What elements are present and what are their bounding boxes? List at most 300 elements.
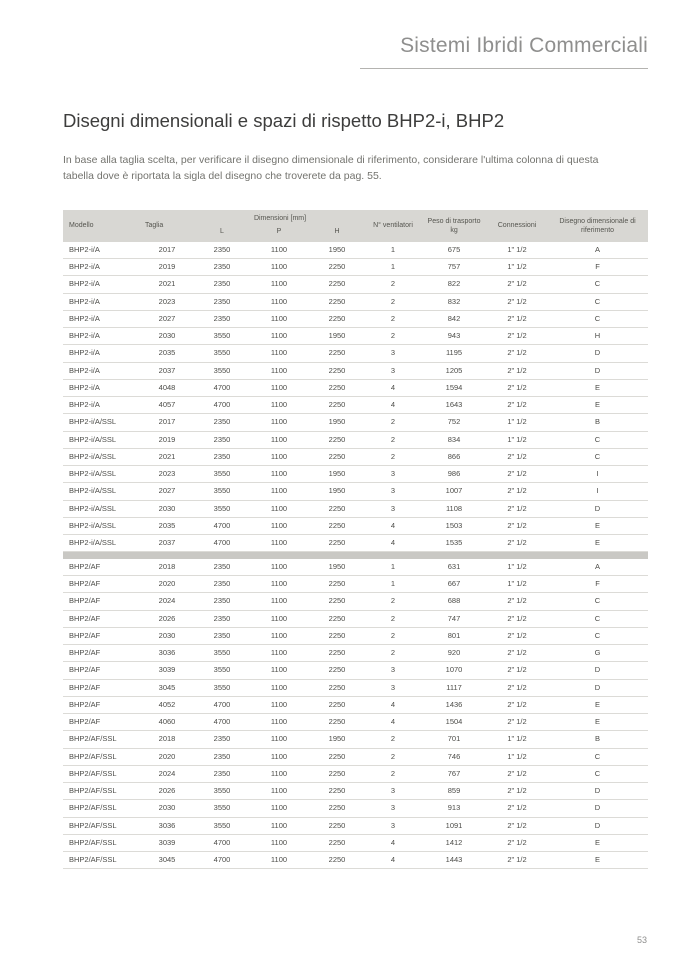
cell-taglia: 2020: [139, 576, 195, 593]
cell-p: 1100: [249, 259, 309, 276]
cell-l: 2350: [195, 448, 249, 465]
cell-connessioni: 2" 1/2: [487, 397, 547, 414]
cell-taglia: 2024: [139, 765, 195, 782]
cell-l: 4700: [195, 834, 249, 851]
cell-p: 1100: [249, 500, 309, 517]
cell-ventilatori: 4: [365, 852, 421, 869]
header-disegno: Disegno dimensionale di riferimento: [547, 210, 648, 242]
cell-disegno: D: [547, 362, 648, 379]
table-row: [63, 242, 648, 259]
cell-taglia: 2019: [139, 431, 195, 448]
cell-modello: BHP2-i/A/SSL: [63, 500, 139, 517]
cell-h: 2250: [309, 783, 365, 800]
cell-ventilatori: 2: [365, 627, 421, 644]
header-taglia: Taglia: [139, 210, 195, 242]
cell-taglia: 2030: [139, 800, 195, 817]
cell-peso: 822: [421, 276, 487, 293]
table-row: [63, 328, 648, 345]
table-row: [63, 397, 648, 414]
cell-p: 1100: [249, 817, 309, 834]
cell-ventilatori: 3: [365, 500, 421, 517]
cell-ventilatori: 2: [365, 731, 421, 748]
cell-disegno: C: [547, 627, 648, 644]
cell-ventilatori: 2: [365, 645, 421, 662]
cell-disegno: H: [547, 328, 648, 345]
cell-peso: 631: [421, 559, 487, 576]
cell-h: 1950: [309, 414, 365, 431]
table-row: [63, 448, 648, 465]
cell-taglia: 2026: [139, 610, 195, 627]
cell-ventilatori: 2: [365, 328, 421, 345]
cell-ventilatori: 4: [365, 379, 421, 396]
cell-ventilatori: 2: [365, 293, 421, 310]
cell-h: 1950: [309, 466, 365, 483]
cell-p: 1100: [249, 535, 309, 552]
table-row: [63, 645, 648, 662]
cell-ventilatori: 3: [365, 800, 421, 817]
cell-taglia: 2037: [139, 362, 195, 379]
cell-h: 2250: [309, 748, 365, 765]
table-row: [63, 535, 648, 552]
header-dimensioni: Dimensioni [mm]: [195, 210, 365, 227]
cell-connessioni: 1" 1/2: [487, 414, 547, 431]
cell-connessioni: 1" 1/2: [487, 748, 547, 765]
cell-peso: 1070: [421, 662, 487, 679]
table-row: [63, 259, 648, 276]
table-row: [63, 559, 648, 576]
cell-connessioni: 2" 1/2: [487, 765, 547, 782]
cell-p: 1100: [249, 765, 309, 782]
cell-ventilatori: 3: [365, 679, 421, 696]
cell-peso: 752: [421, 414, 487, 431]
cell-peso: 1643: [421, 397, 487, 414]
cell-h: 2250: [309, 679, 365, 696]
cell-modello: BHP2-i/A/SSL: [63, 535, 139, 552]
table-row: [63, 748, 648, 765]
cell-disegno: E: [547, 852, 648, 869]
cell-peso: 667: [421, 576, 487, 593]
cell-modello: BHP2/AF/SSL: [63, 748, 139, 765]
cell-h: 2250: [309, 852, 365, 869]
cell-peso: 1117: [421, 679, 487, 696]
cell-l: 3550: [195, 362, 249, 379]
cell-p: 1100: [249, 731, 309, 748]
cell-l: 2350: [195, 731, 249, 748]
table-row: [63, 466, 648, 483]
cell-modello: BHP2/AF: [63, 714, 139, 731]
cell-connessioni: 2" 1/2: [487, 276, 547, 293]
cell-connessioni: 2" 1/2: [487, 696, 547, 713]
cell-taglia: 2030: [139, 328, 195, 345]
cell-l: 2350: [195, 414, 249, 431]
cell-modello: BHP2/AF: [63, 559, 139, 576]
cell-modello: BHP2-i/A/SSL: [63, 431, 139, 448]
cell-p: 1100: [249, 576, 309, 593]
cell-disegno: E: [547, 397, 648, 414]
cell-connessioni: 2" 1/2: [487, 610, 547, 627]
cell-h: 2250: [309, 259, 365, 276]
cell-h: 2250: [309, 310, 365, 327]
table-row: [63, 276, 648, 293]
cell-peso: 842: [421, 310, 487, 327]
cell-connessioni: 1" 1/2: [487, 431, 547, 448]
cell-l: 3550: [195, 345, 249, 362]
cell-peso: 920: [421, 645, 487, 662]
cell-l: 3550: [195, 800, 249, 817]
cell-taglia: 2018: [139, 731, 195, 748]
cell-h: 2250: [309, 535, 365, 552]
header-connessioni: Connessioni: [487, 210, 547, 242]
page-number: 53: [636, 935, 647, 945]
cell-disegno: B: [547, 731, 648, 748]
cell-ventilatori: 2: [365, 448, 421, 465]
cell-p: 1100: [249, 345, 309, 362]
cell-modello: BHP2/AF: [63, 679, 139, 696]
cell-l: 3550: [195, 679, 249, 696]
cell-p: 1100: [249, 800, 309, 817]
cell-h: 2250: [309, 293, 365, 310]
cell-l: 4700: [195, 379, 249, 396]
cell-p: 1100: [249, 834, 309, 851]
table-row: [63, 610, 648, 627]
cell-p: 1100: [249, 559, 309, 576]
cell-h: 1950: [309, 328, 365, 345]
cell-disegno: D: [547, 800, 648, 817]
cell-ventilatori: 2: [365, 610, 421, 627]
cell-taglia: 2019: [139, 259, 195, 276]
cell-taglia: 3039: [139, 662, 195, 679]
cell-modello: BHP2/AF/SSL: [63, 783, 139, 800]
cell-ventilatori: 4: [365, 517, 421, 534]
cell-peso: 1412: [421, 834, 487, 851]
table-row: [63, 696, 648, 713]
cell-connessioni: 2" 1/2: [487, 310, 547, 327]
header-peso: Peso di trasporto kg: [421, 210, 487, 242]
cell-l: 2350: [195, 293, 249, 310]
cell-ventilatori: 2: [365, 431, 421, 448]
cell-disegno: C: [547, 310, 648, 327]
cell-taglia: 4057: [139, 397, 195, 414]
cell-connessioni: 2" 1/2: [487, 593, 547, 610]
cell-l: 4700: [195, 714, 249, 731]
cell-ventilatori: 3: [365, 483, 421, 500]
cell-connessioni: 2" 1/2: [487, 834, 547, 851]
cell-disegno: C: [547, 276, 648, 293]
cell-h: 2250: [309, 397, 365, 414]
cell-connessioni: 2" 1/2: [487, 517, 547, 534]
cell-connessioni: 2" 1/2: [487, 483, 547, 500]
cell-h: 2250: [309, 517, 365, 534]
cell-peso: 913: [421, 800, 487, 817]
cell-disegno: C: [547, 448, 648, 465]
cell-modello: BHP2-i/A: [63, 328, 139, 345]
table-header-row-main: [63, 210, 648, 227]
cell-h: 2250: [309, 696, 365, 713]
cell-taglia: 2027: [139, 483, 195, 500]
cell-p: 1100: [249, 466, 309, 483]
cell-disegno: F: [547, 576, 648, 593]
cell-h: 2250: [309, 765, 365, 782]
cell-l: 2350: [195, 610, 249, 627]
cell-modello: BHP2-i/A/SSL: [63, 517, 139, 534]
cell-peso: 943: [421, 328, 487, 345]
cell-ventilatori: 4: [365, 696, 421, 713]
cell-peso: 986: [421, 466, 487, 483]
cell-peso: 859: [421, 783, 487, 800]
cell-modello: BHP2-i/A/SSL: [63, 448, 139, 465]
cell-ventilatori: 2: [365, 748, 421, 765]
cell-ventilatori: 2: [365, 276, 421, 293]
cell-disegno: C: [547, 610, 648, 627]
cell-taglia: 2023: [139, 466, 195, 483]
cell-taglia: 3036: [139, 817, 195, 834]
table-row: [63, 714, 648, 731]
doc-header-title: Sistemi Ibridi Commerciali: [400, 34, 648, 57]
cell-disegno: C: [547, 748, 648, 765]
cell-taglia: 3045: [139, 679, 195, 696]
cell-p: 1100: [249, 696, 309, 713]
cell-p: 1100: [249, 362, 309, 379]
cell-disegno: C: [547, 293, 648, 310]
cell-p: 1100: [249, 714, 309, 731]
cell-peso: 1504: [421, 714, 487, 731]
cell-peso: 1007: [421, 483, 487, 500]
cell-taglia: 4060: [139, 714, 195, 731]
table-row: [63, 483, 648, 500]
cell-h: 2250: [309, 448, 365, 465]
cell-p: 1100: [249, 293, 309, 310]
cell-disegno: C: [547, 431, 648, 448]
table-row: [63, 731, 648, 748]
cell-disegno: E: [547, 535, 648, 552]
cell-connessioni: 2" 1/2: [487, 817, 547, 834]
cell-ventilatori: 3: [365, 662, 421, 679]
cell-disegno: E: [547, 379, 648, 396]
cell-connessioni: 2" 1/2: [487, 345, 547, 362]
section-intro: In base alla taglia scelta, per verificare il disegno dimensionale di riferimento, considerare l'ultima colonna di questa tabella dove è riportata la sigla del disegno che troverete da pag. 55.: [63, 154, 599, 183]
table-row: [63, 852, 648, 869]
cell-peso: 701: [421, 731, 487, 748]
cell-taglia: 4048: [139, 379, 195, 396]
cell-disegno: A: [547, 559, 648, 576]
cell-modello: BHP2/AF/SSL: [63, 834, 139, 851]
cell-ventilatori: 4: [365, 714, 421, 731]
cell-modello: BHP2-i/A/SSL: [63, 466, 139, 483]
cell-modello: BHP2-i/A/SSL: [63, 414, 139, 431]
cell-taglia: 3045: [139, 852, 195, 869]
cell-modello: BHP2/AF: [63, 645, 139, 662]
cell-h: 2250: [309, 817, 365, 834]
cell-connessioni: 2" 1/2: [487, 627, 547, 644]
cell-taglia: 3039: [139, 834, 195, 851]
table-row: [63, 500, 648, 517]
cell-disegno: E: [547, 714, 648, 731]
cell-modello: BHP2-i/A: [63, 379, 139, 396]
cell-p: 1100: [249, 852, 309, 869]
cell-l: 3550: [195, 466, 249, 483]
cell-peso: 1443: [421, 852, 487, 869]
cell-h: 2250: [309, 834, 365, 851]
cell-connessioni: 2" 1/2: [487, 800, 547, 817]
table-row: [63, 293, 648, 310]
cell-connessioni: 1" 1/2: [487, 559, 547, 576]
table-row: [63, 576, 648, 593]
cell-taglia: 3036: [139, 645, 195, 662]
cell-p: 1100: [249, 679, 309, 696]
cell-l: 4700: [195, 696, 249, 713]
cell-modello: BHP2/AF/SSL: [63, 731, 139, 748]
cell-p: 1100: [249, 748, 309, 765]
cell-h: 2250: [309, 800, 365, 817]
cell-peso: 688: [421, 593, 487, 610]
table-header: [63, 210, 648, 242]
cell-connessioni: 2" 1/2: [487, 500, 547, 517]
cell-p: 1100: [249, 610, 309, 627]
cell-modello: BHP2/AF: [63, 593, 139, 610]
cell-modello: BHP2-i/A: [63, 345, 139, 362]
cell-h: 2250: [309, 362, 365, 379]
header-modello: Modello: [63, 210, 139, 242]
cell-p: 1100: [249, 645, 309, 662]
cell-connessioni: 2" 1/2: [487, 328, 547, 345]
cell-disegno: D: [547, 500, 648, 517]
cell-modello: BHP2/AF: [63, 627, 139, 644]
cell-l: 3550: [195, 662, 249, 679]
cell-peso: 1594: [421, 379, 487, 396]
cell-disegno: D: [547, 679, 648, 696]
cell-disegno: F: [547, 259, 648, 276]
cell-taglia: 2027: [139, 310, 195, 327]
cell-h: 2250: [309, 500, 365, 517]
cell-peso: 834: [421, 431, 487, 448]
cell-modello: BHP2-i/A: [63, 310, 139, 327]
cell-disegno: B: [547, 414, 648, 431]
cell-peso: 747: [421, 610, 487, 627]
cell-p: 1100: [249, 593, 309, 610]
cell-ventilatori: 2: [365, 414, 421, 431]
table-row: [63, 783, 648, 800]
cell-l: 2350: [195, 559, 249, 576]
cell-modello: BHP2-i/A: [63, 362, 139, 379]
cell-ventilatori: 2: [365, 765, 421, 782]
cell-peso: 832: [421, 293, 487, 310]
cell-ventilatori: 4: [365, 397, 421, 414]
cell-taglia: 2037: [139, 535, 195, 552]
cell-p: 1100: [249, 310, 309, 327]
cell-h: 2250: [309, 276, 365, 293]
table-body: [63, 242, 648, 869]
header-ventilatori: N° ventilatori: [365, 210, 421, 242]
cell-l: 2350: [195, 627, 249, 644]
group-separator-cell: [63, 552, 648, 559]
header-dim-p: P: [249, 227, 309, 241]
cell-l: 2350: [195, 431, 249, 448]
cell-taglia: 2035: [139, 345, 195, 362]
cell-disegno: D: [547, 817, 648, 834]
cell-modello: BHP2-i/A: [63, 276, 139, 293]
cell-modello: BHP2-i/A: [63, 397, 139, 414]
cell-peso: 1535: [421, 535, 487, 552]
cell-modello: BHP2/AF/SSL: [63, 800, 139, 817]
cell-modello: BHP2-i/A: [63, 293, 139, 310]
cell-taglia: 2030: [139, 500, 195, 517]
cell-peso: 801: [421, 627, 487, 644]
cell-connessioni: 2" 1/2: [487, 645, 547, 662]
cell-connessioni: 2" 1/2: [487, 679, 547, 696]
cell-p: 1100: [249, 662, 309, 679]
table-row: [63, 817, 648, 834]
cell-p: 1100: [249, 783, 309, 800]
table-row: [63, 627, 648, 644]
cell-ventilatori: 1: [365, 259, 421, 276]
cell-peso: 1108: [421, 500, 487, 517]
cell-connessioni: 2" 1/2: [487, 662, 547, 679]
cell-connessioni: 2" 1/2: [487, 466, 547, 483]
cell-h: 1950: [309, 559, 365, 576]
cell-l: 4700: [195, 397, 249, 414]
cell-ventilatori: 3: [365, 345, 421, 362]
cell-p: 1100: [249, 276, 309, 293]
cell-taglia: 2024: [139, 593, 195, 610]
cell-modello: BHP2-i/A: [63, 259, 139, 276]
cell-taglia: 2021: [139, 448, 195, 465]
cell-disegno: D: [547, 345, 648, 362]
cell-disegno: A: [547, 242, 648, 259]
table-row: [63, 662, 648, 679]
cell-h: 2250: [309, 431, 365, 448]
cell-connessioni: 2" 1/2: [487, 362, 547, 379]
cell-disegno: I: [547, 483, 648, 500]
cell-modello: BHP2/AF: [63, 576, 139, 593]
cell-h: 2250: [309, 379, 365, 396]
cell-p: 1100: [249, 627, 309, 644]
cell-connessioni: 1" 1/2: [487, 259, 547, 276]
cell-connessioni: 2" 1/2: [487, 852, 547, 869]
cell-ventilatori: 3: [365, 783, 421, 800]
cell-h: 2250: [309, 345, 365, 362]
table-row: [63, 679, 648, 696]
table-row: [63, 593, 648, 610]
table-row: [63, 345, 648, 362]
cell-h: 2250: [309, 627, 365, 644]
table-row: [63, 379, 648, 396]
cell-ventilatori: 1: [365, 559, 421, 576]
cell-h: 2250: [309, 662, 365, 679]
cell-connessioni: 2" 1/2: [487, 379, 547, 396]
cell-h: 2250: [309, 645, 365, 662]
cell-taglia: 2023: [139, 293, 195, 310]
table-row: [63, 362, 648, 379]
cell-h: 1950: [309, 242, 365, 259]
header-dim-h: H: [309, 227, 365, 241]
cell-modello: BHP2/AF: [63, 610, 139, 627]
cell-l: 3550: [195, 817, 249, 834]
cell-disegno: D: [547, 662, 648, 679]
cell-p: 1100: [249, 379, 309, 396]
cell-modello: BHP2-i/A: [63, 242, 139, 259]
cell-peso: 1205: [421, 362, 487, 379]
cell-connessioni: 1" 1/2: [487, 576, 547, 593]
cell-disegno: E: [547, 834, 648, 851]
cell-h: 1950: [309, 731, 365, 748]
cell-disegno: G: [547, 645, 648, 662]
cell-l: 2350: [195, 748, 249, 765]
doc-header: [360, 34, 648, 69]
cell-connessioni: 1" 1/2: [487, 242, 547, 259]
cell-l: 3550: [195, 500, 249, 517]
cell-l: 3550: [195, 783, 249, 800]
cell-h: 2250: [309, 576, 365, 593]
